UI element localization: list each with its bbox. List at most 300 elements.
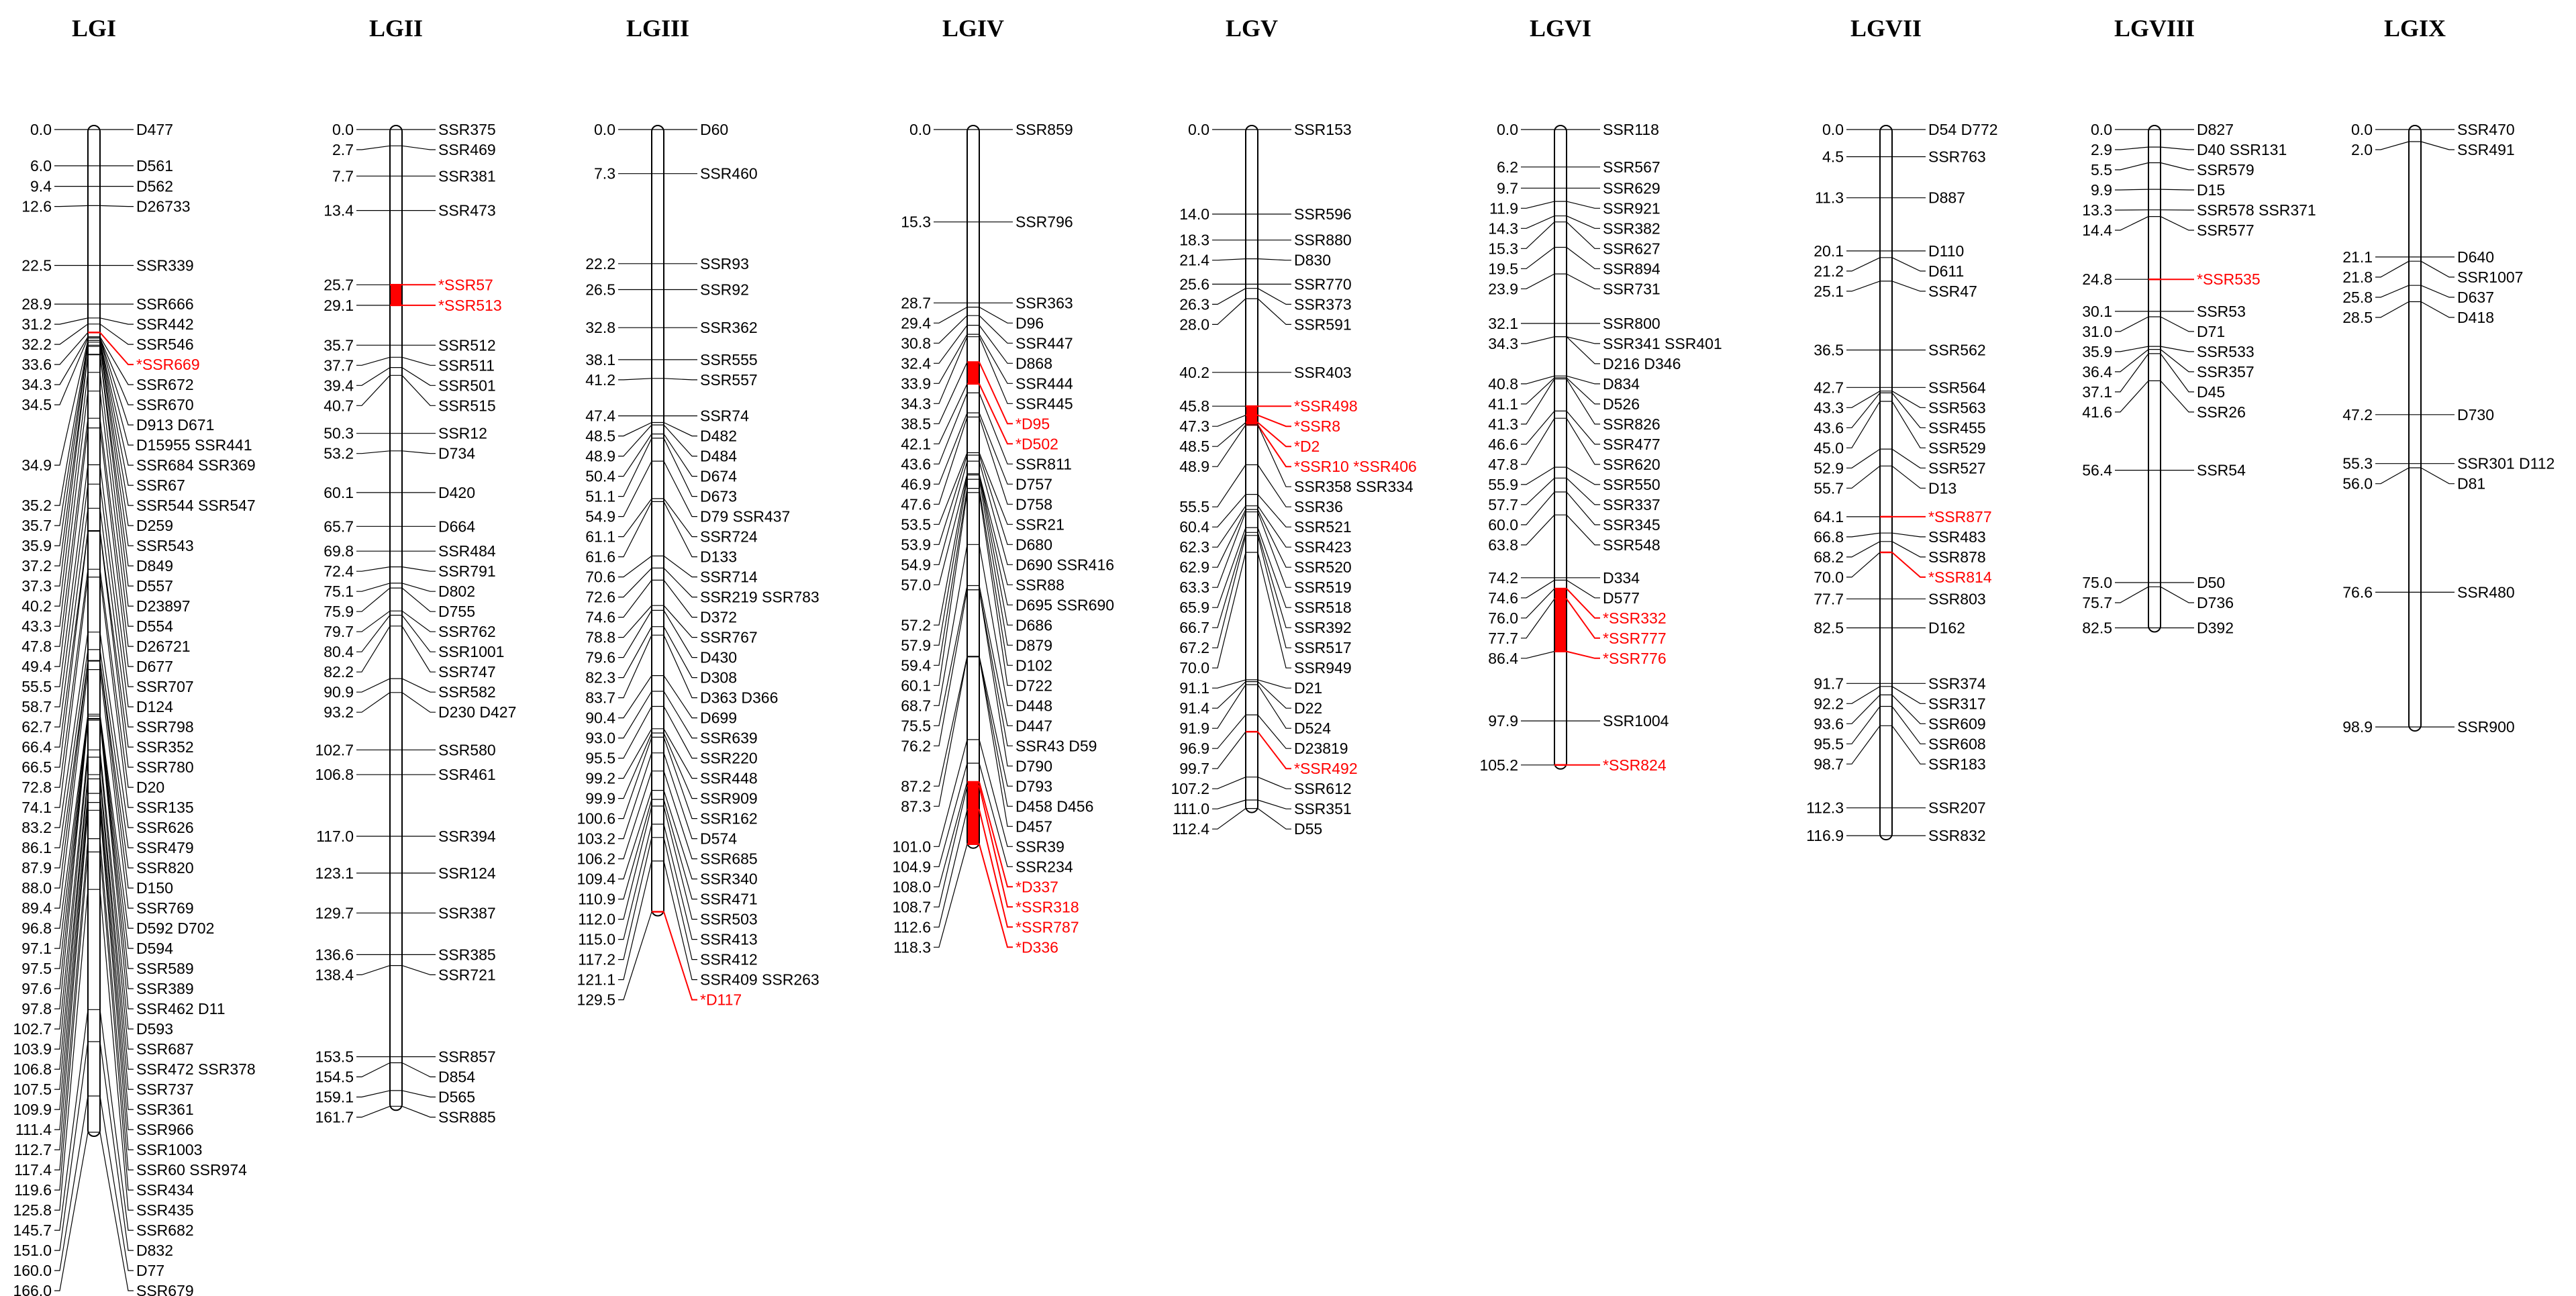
position-connector (934, 656, 967, 787)
marker-connector (100, 775, 134, 1069)
marker-name-highlighted: *SSR498 (1294, 397, 1358, 415)
marker-name: D673 (700, 487, 737, 505)
marker (2091, 161, 2255, 179)
marker-position: 34.3 (901, 395, 931, 413)
position-connector (54, 1009, 88, 1230)
marker-position: 6.0 (30, 157, 52, 175)
position-connector (618, 501, 652, 556)
marker-position: 87.9 (21, 859, 52, 877)
position-connector (356, 368, 390, 386)
marker-name: D71 (2197, 322, 2226, 340)
marker (324, 202, 495, 219)
marker-position: 37.1 (2082, 383, 2112, 401)
position-connector (54, 1096, 88, 1270)
marker-position: 95.5 (1814, 735, 1844, 753)
marker-position: 79.7 (324, 623, 354, 641)
marker-name: D110 (1928, 242, 1965, 260)
marker (585, 407, 749, 425)
marker (1179, 397, 1357, 415)
marker-name: D793 (1015, 777, 1052, 795)
position-connector (1521, 248, 1554, 269)
marker-position: 45.8 (1179, 397, 1209, 415)
marker (315, 904, 495, 921)
marker-position: 90.4 (585, 709, 615, 727)
marker-name: D230 D427 (438, 703, 517, 721)
marker-position: 86.1 (21, 839, 52, 857)
marker-position: 102.7 (13, 1020, 52, 1038)
position-connector (2115, 147, 2148, 150)
marker (1489, 199, 1661, 217)
marker-name: SSR394 (438, 828, 496, 845)
marker (1488, 216, 1660, 238)
marker-position: 75.7 (2082, 594, 2112, 611)
marker-connector (664, 501, 697, 556)
marker-position: 57.0 (901, 576, 931, 594)
marker-name: SSR375 (438, 121, 496, 138)
marker-position: 11.9 (1489, 199, 1518, 217)
position-connector (1521, 337, 1554, 344)
marker-name: D674 (700, 467, 737, 485)
marker-connector (979, 315, 1013, 343)
marker-name: D887 (1928, 189, 1965, 207)
marker-position: 25.1 (1814, 282, 1844, 300)
marker-position: 100.6 (577, 809, 615, 828)
linkage-group-title: LGIX (2383, 15, 2446, 42)
marker-connector (2421, 285, 2455, 297)
marker-name-highlighted: *D502 (1015, 435, 1058, 453)
marker-name: SSR374 (1928, 675, 1986, 693)
marker-name: D60 (700, 121, 729, 138)
marker (585, 281, 749, 299)
marker-position: 75.9 (324, 603, 354, 621)
position-connector (1212, 800, 1246, 809)
marker-connector (100, 1042, 134, 1250)
linkage-group-title: LGIV (942, 15, 1005, 42)
marker-name: SSR389 (136, 980, 194, 998)
position-connector (356, 583, 390, 591)
marker (1814, 675, 1986, 692)
marker-position: 129.5 (577, 991, 615, 1009)
position-connector (2115, 217, 2148, 230)
marker (1814, 379, 1986, 396)
position-connector (1521, 652, 1554, 658)
marker-name: SSR484 (438, 542, 496, 560)
marker-connector (402, 567, 436, 572)
marker-name: SSR543 (136, 537, 194, 555)
marker (1497, 179, 1661, 197)
marker (2091, 141, 2287, 158)
marker-name: SSR670 (136, 396, 194, 414)
marker-name: SSR479 (136, 839, 194, 857)
marker-name: SSR491 (2457, 141, 2515, 158)
marker-name: D832 (136, 1242, 173, 1260)
position-connector (934, 362, 967, 424)
marker-name-highlighted: *SSR10 *SSR406 (1294, 458, 1417, 476)
marker-name: SSR763 (1928, 148, 1986, 166)
marker-name: D722 (1015, 677, 1052, 695)
marker-position: 41.2 (585, 370, 615, 389)
marker-connector (2161, 381, 2194, 412)
marker-name-highlighted: *D117 (700, 991, 742, 1009)
marker-position: 14.3 (1488, 219, 1518, 238)
marker-position: 4.5 (1822, 148, 1844, 166)
position-connector (934, 417, 967, 504)
marker-connector (664, 423, 697, 436)
marker (332, 167, 496, 185)
position-connector (1846, 449, 1880, 468)
marker (1822, 121, 1998, 138)
marker-position: 34.3 (21, 376, 52, 394)
marker-position: 65.9 (1179, 599, 1209, 617)
position-connector (934, 315, 967, 343)
marker-connector (1258, 415, 1291, 427)
marker-position: 70.6 (585, 568, 615, 586)
marker-name: D26721 (136, 638, 191, 656)
marker-name: SSR444 (1015, 375, 1073, 393)
position-connector (54, 318, 88, 324)
marker-position: 48.5 (1179, 438, 1209, 456)
marker-name: D730 (2457, 405, 2494, 423)
marker-name: D13 (1928, 479, 1957, 497)
marker-name: D868 (1015, 354, 1052, 372)
marker-name: D162 (1928, 619, 1965, 637)
marker-name: SSR894 (1603, 260, 1661, 278)
marker-position: 48.5 (585, 427, 615, 445)
marker-name: D50 (2197, 574, 2226, 591)
marker-name: SSR803 (1928, 590, 1986, 608)
marker-name: D695 SSR690 (1015, 596, 1115, 614)
position-connector (2375, 302, 2409, 317)
marker-position: 79.6 (585, 648, 615, 666)
marker (332, 121, 496, 138)
marker-position: 28.7 (901, 294, 931, 312)
position-connector (1521, 274, 1554, 289)
position-connector (2375, 261, 2409, 277)
position-connector (356, 693, 390, 712)
marker-connector (979, 362, 1013, 424)
marker-name: D484 (700, 447, 737, 465)
marker-position: 92.2 (1814, 695, 1844, 713)
marker-position: 87.3 (901, 797, 931, 815)
marker-position: 60.0 (1488, 515, 1518, 534)
marker-connector (1258, 509, 1291, 567)
marker-name: SSR357 (2197, 362, 2255, 381)
marker-name: D372 (700, 608, 737, 626)
marker-position: 57.9 (901, 636, 931, 654)
marker-connector (2161, 163, 2194, 170)
marker-position: 2.0 (2351, 141, 2373, 158)
position-connector (1521, 222, 1554, 249)
marker-connector (2161, 587, 2194, 603)
marker-name: SSR12 (438, 424, 487, 442)
position-connector (2115, 346, 2148, 352)
marker-position: 112.4 (1172, 820, 1209, 838)
marker-name: SSR909 (700, 789, 758, 807)
marker-name: D150 (136, 879, 173, 897)
marker-connector (979, 417, 1013, 504)
marker-name: SSR409 SSR263 (700, 970, 820, 989)
marker-name: SSR1007 (2457, 268, 2524, 286)
marker-position: 159.1 (315, 1088, 354, 1106)
marker-name: D15955 SSR441 (136, 436, 252, 454)
marker (315, 1106, 495, 1126)
marker-position: 0.0 (2091, 121, 2112, 138)
marker-position: 2.9 (2091, 141, 2112, 158)
marker (315, 946, 495, 963)
marker-connector (1892, 542, 1926, 557)
position-connector (934, 809, 967, 927)
marker-connector (402, 693, 436, 712)
marker-position: 123.1 (315, 864, 354, 882)
marker-position: 97.9 (1488, 712, 1518, 730)
marker-position: 98.7 (1814, 755, 1844, 773)
position-connector (1846, 687, 1880, 704)
marker-position: 117.0 (316, 828, 354, 845)
marker-name: SSR519 (1294, 579, 1352, 597)
position-connector (1521, 478, 1554, 505)
marker-position: 90.9 (324, 683, 354, 701)
marker-name-highlighted: *SSR877 (1928, 507, 1992, 526)
marker-name-highlighted: *SSR513 (438, 296, 502, 314)
marker-name: SSR472 SSR378 (136, 1060, 256, 1079)
marker (585, 255, 749, 272)
marker-position: 53.2 (324, 444, 354, 462)
marker (316, 828, 496, 845)
marker-position: 63.8 (1488, 536, 1518, 554)
marker-name: D45 (2197, 383, 2226, 401)
marker-name: SSR521 (1294, 518, 1352, 536)
marker-name: SSR580 (438, 741, 496, 759)
marker (1497, 121, 1659, 138)
position-connector (356, 1063, 390, 1077)
marker-connector (664, 568, 697, 597)
marker-name: SSR769 (136, 899, 194, 917)
marker-connector (2421, 468, 2455, 484)
marker-name: SSR724 (700, 528, 758, 546)
marker-name: SSR562 (1928, 341, 1986, 359)
position-connector (1212, 732, 1246, 768)
marker-position: 72.6 (585, 588, 615, 606)
marker (1814, 590, 1985, 607)
marker-name: D758 (1015, 495, 1052, 513)
marker-name: SSR387 (438, 904, 496, 922)
marker-connector (100, 205, 134, 206)
marker-position: 75.5 (901, 717, 931, 735)
marker-position: 154.5 (315, 1068, 354, 1086)
position-connector (934, 461, 967, 564)
marker-position: 33.9 (901, 375, 931, 393)
marker (2342, 718, 2514, 736)
marker-position: 20.1 (1814, 242, 1844, 260)
position-connector (1521, 589, 1554, 618)
marker-position: 112.0 (578, 910, 615, 928)
marker-position: 30.1 (2082, 302, 2112, 320)
marker-name: SSR949 (1294, 659, 1352, 677)
marker-position: 54.9 (585, 507, 615, 526)
marker-name: SSR469 (438, 141, 496, 158)
marker-name: SSR767 (700, 628, 758, 646)
marker-position: 18.3 (1179, 231, 1209, 249)
marker-position: 15.3 (1488, 240, 1518, 258)
marker-position: 95.5 (585, 749, 615, 767)
marker-connector (664, 635, 697, 697)
marker-position: 68.7 (901, 697, 931, 715)
position-connector (2115, 189, 2148, 190)
position-connector (1212, 715, 1246, 748)
marker-name: D637 (2457, 288, 2494, 306)
marker-connector (1892, 695, 1926, 724)
marker (1806, 799, 1986, 817)
marker-name: D913 D671 (136, 416, 215, 434)
marker-name: SSR403 (1294, 363, 1352, 381)
marker-name: SSR900 (2457, 718, 2515, 736)
marker-position: 32.1 (1488, 314, 1518, 332)
marker-name: D55 (1294, 820, 1323, 838)
marker-name: SSR483 (1928, 528, 1986, 546)
position-connector (1212, 777, 1246, 789)
linkage-group-lgiv (892, 15, 1114, 956)
position-connector (1212, 299, 1246, 324)
marker-name: SSR341 SSR401 (1603, 334, 1722, 352)
marker-name: SSR714 (700, 568, 758, 586)
marker-name: SSR679 (136, 1282, 194, 1296)
marker-name: D854 (438, 1068, 475, 1086)
marker-position: 60.4 (1179, 518, 1209, 536)
marker-connector (979, 763, 1013, 866)
marker-position: 62.9 (1179, 558, 1209, 577)
linkage-group-lgii (315, 15, 516, 1126)
marker-name: SSR183 (1928, 755, 1986, 773)
marker-position: 118.3 (893, 938, 931, 956)
marker-name: SSR207 (1928, 799, 1986, 817)
marker-position: 9.4 (30, 177, 52, 195)
linkage-group-title: LGI (71, 15, 117, 42)
marker-position: 41.6 (2082, 403, 2112, 421)
marker-position: 112.7 (14, 1141, 52, 1159)
marker-position: 57.7 (1488, 495, 1518, 513)
marker-position: 60.1 (324, 483, 354, 501)
marker-position: 121.1 (577, 970, 615, 989)
marker-position: 58.7 (21, 698, 52, 716)
marker-position: 55.3 (2342, 454, 2373, 472)
marker-name: D827 (2197, 121, 2234, 138)
marker-connector (1258, 715, 1291, 748)
marker (1822, 148, 1986, 166)
marker-position: 36.5 (1814, 341, 1844, 359)
chromosome-bar (2148, 126, 2161, 632)
marker-position: 70.0 (1814, 568, 1844, 586)
marker-name: SSR435 (136, 1201, 194, 1219)
marker (2342, 583, 2514, 601)
marker-name: SSR480 (2457, 583, 2515, 601)
marker-name: SSR88 (1015, 576, 1064, 594)
marker-position: 5.5 (2091, 161, 2112, 179)
marker-name: SSR36 (1294, 498, 1343, 516)
marker (1814, 528, 1985, 546)
marker-position: 21.1 (2342, 248, 2373, 266)
marker-name: SSR796 (1015, 213, 1073, 231)
marker-position: 110.9 (578, 890, 615, 908)
marker-name: SSR503 (700, 910, 758, 928)
marker-position: 0.0 (594, 121, 615, 138)
marker-name: D680 (1015, 536, 1052, 554)
marker-name: D430 (700, 648, 737, 666)
marker (585, 351, 757, 368)
marker-name: SSR47 (1928, 282, 1977, 300)
marker-position: 23.9 (1488, 280, 1518, 298)
marker-position: 117.2 (578, 950, 615, 968)
marker-position: 40.2 (21, 597, 52, 615)
marker-name: SSR555 (700, 350, 758, 368)
marker-connector (1258, 259, 1291, 260)
marker-name: SSR337 (1603, 495, 1661, 513)
marker-position: 99.7 (1179, 760, 1209, 778)
marker-connector (2161, 346, 2194, 352)
marker-name: SSR501 (438, 377, 496, 395)
marker-name: SSR731 (1603, 280, 1661, 298)
marker-position: 0.0 (909, 121, 931, 138)
marker-name: SSR477 (1603, 435, 1661, 453)
marker-position: 28.5 (2342, 308, 2373, 326)
marker-name: D22 (1294, 699, 1323, 717)
position-connector (618, 605, 652, 637)
position-connector (618, 838, 652, 960)
marker-position: 53.5 (901, 515, 931, 534)
marker-position: 160.0 (13, 1262, 52, 1280)
marker-name: D557 (136, 577, 173, 595)
marker-name-highlighted: *SSR669 (136, 356, 200, 374)
marker-position: 22.2 (585, 254, 615, 272)
marker-connector (979, 326, 1013, 364)
marker-position: 62.7 (21, 718, 52, 736)
marker-connector (1892, 449, 1926, 468)
linkage-group-title: LGVIII (2114, 15, 2195, 42)
position-connector (2115, 317, 2148, 332)
marker-position: 47.3 (1179, 417, 1209, 436)
marker-name: SSR546 (136, 336, 194, 354)
marker-name: D447 (1015, 717, 1052, 735)
marker-position: 13.4 (324, 201, 354, 219)
marker-position: 107.2 (1171, 780, 1209, 798)
linkage-group-title: LGVII (1850, 15, 1922, 42)
marker-position: 32.2 (21, 336, 52, 354)
marker-position: 109.4 (577, 870, 615, 888)
marker-position: 40.2 (1179, 363, 1209, 381)
marker-position: 43.3 (21, 617, 52, 636)
marker-position: 76.0 (1488, 609, 1518, 627)
marker-name: SSR520 (1294, 558, 1352, 577)
marker-name-highlighted: *SSR8 (1294, 417, 1341, 436)
marker-position: 74.1 (21, 799, 52, 817)
marker-name: SSR339 (136, 256, 194, 275)
marker-connector (1567, 248, 1600, 269)
marker-position: 26.3 (1179, 295, 1209, 313)
marker-connector (402, 451, 436, 454)
marker-name: SSR515 (438, 397, 496, 415)
marker-name: D21 (1294, 679, 1323, 697)
marker-position: 56.4 (2082, 461, 2112, 479)
position-connector (54, 324, 88, 344)
marker-position: 0.0 (1497, 121, 1518, 138)
marker-connector (664, 627, 697, 678)
marker-name: SSR413 (700, 930, 758, 948)
marker-position: 70.0 (1179, 659, 1209, 677)
linkage-group-lgvi (1479, 15, 1722, 774)
marker-position: 66.5 (21, 758, 52, 777)
marker-position: 111.0 (1173, 800, 1209, 818)
marker-connector (100, 1009, 134, 1230)
marker-name: SSR672 (136, 376, 194, 394)
